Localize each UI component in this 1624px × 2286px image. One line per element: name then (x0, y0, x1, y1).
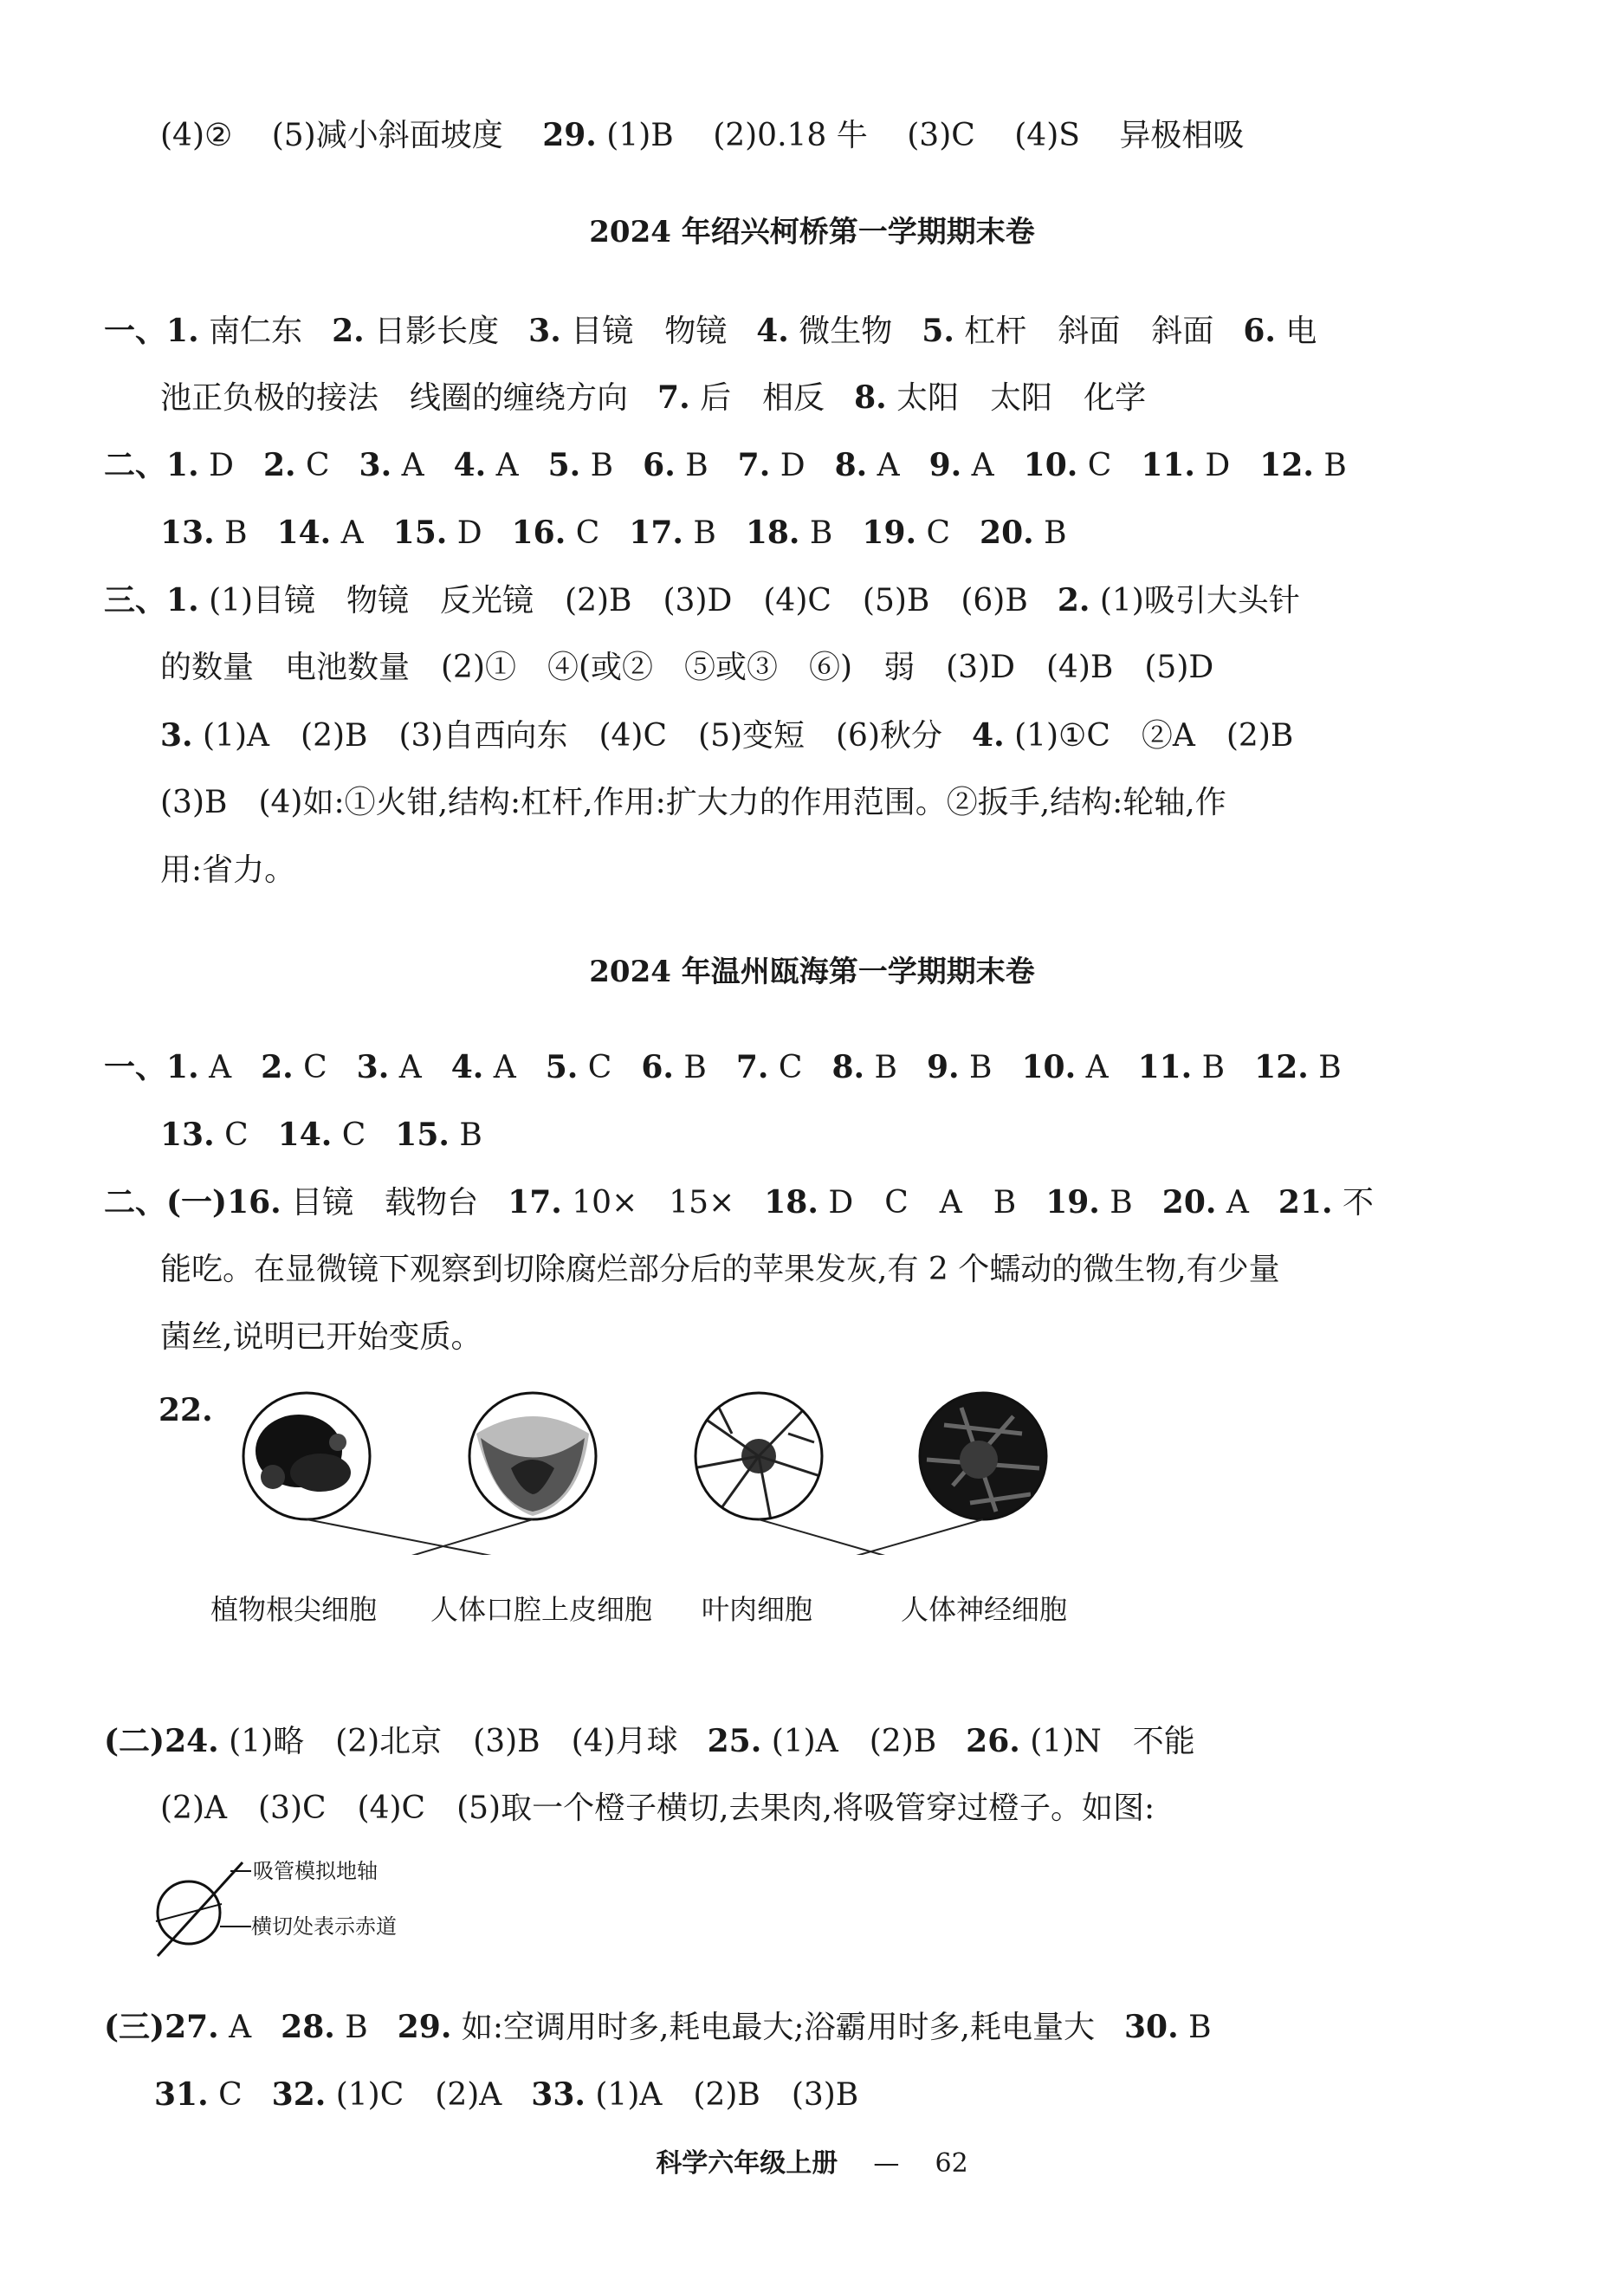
question-number: 5. (547, 447, 581, 483)
question-number: 2. (1057, 582, 1090, 618)
answer-line (160, 511, 1468, 555)
answer-line (160, 1316, 1468, 1359)
leaf-cell-image (693, 1408, 823, 1520)
answer-text: B (1188, 2010, 1212, 2045)
question-number: 4. (453, 447, 487, 483)
caption-cheek-cell: 人体口腔上皮细胞 (430, 1593, 653, 1626)
match-line-3 (759, 1519, 987, 1555)
question-number: 9. (926, 1049, 960, 1085)
answer-text: 太阳 太阳 化学 (896, 380, 1147, 416)
question-number: 20. (980, 515, 1034, 551)
question-number: 24. (165, 1723, 219, 1759)
answer-text: B (224, 515, 248, 551)
question-number: 3. (356, 1049, 390, 1085)
answer-text: B (1323, 448, 1347, 483)
answer-text: 后 相反 (700, 380, 825, 416)
root-tip-cell-image (256, 1415, 351, 1492)
answer-line (104, 579, 1468, 623)
section-title-keqiao: 2024 年绍兴柯桥第一学期期末卷 (589, 215, 1035, 249)
question-number: 10. (1021, 1049, 1077, 1085)
part-marker: 一、 (104, 1049, 167, 1085)
question-number: 16. (511, 515, 566, 551)
answer-text: 微生物 (799, 314, 893, 349)
question-number: 1. (166, 582, 199, 618)
answer-line (104, 1181, 1468, 1225)
answer-text: B (1318, 1050, 1342, 1085)
answer-text: B (693, 515, 716, 551)
answer-text: A (1226, 1185, 1249, 1221)
part-marker: (三) (104, 2009, 165, 2045)
answer-text: C (218, 2077, 243, 2113)
answer-text: (1)略 (2)北京 (3)B (4)月球 (229, 1724, 678, 1759)
question-number: 29. (397, 2009, 452, 2045)
answer-text: D (456, 515, 482, 551)
answer-text: C (224, 1117, 249, 1153)
answer-text: B (683, 1050, 707, 1085)
answer-text: 的数量 电池数量 (2)① ④(或② ⑤或③ ⑥) 弱 (3)D (4)B (5)D (160, 650, 1214, 685)
question-number: 6. (641, 1049, 674, 1085)
question-number: 11. (1141, 447, 1195, 483)
question-number: 13. (160, 515, 215, 551)
answer-text: C (587, 1050, 612, 1085)
answer-text: 不 (1342, 1185, 1374, 1221)
answer-text: (1)A (2)B (3)B (595, 2077, 859, 2113)
question-number: 6. (1243, 313, 1276, 349)
question-number: 12. (1259, 447, 1314, 483)
question-number: 20. (1161, 1184, 1217, 1221)
answer-line (104, 2005, 1468, 2050)
question-number: 18. (745, 515, 800, 551)
page-footer: 科学六年级上册 — 62 (656, 2148, 968, 2179)
answer-text: C (575, 515, 600, 551)
question-number: 33. (531, 2076, 586, 2113)
question-number: 4. (972, 717, 1005, 754)
answer-text: A (209, 1050, 232, 1085)
question-number: 14. (276, 515, 332, 551)
question-number: 18. (764, 1184, 818, 1221)
answer-text: C (341, 1117, 366, 1153)
question-number: 7. (735, 1049, 769, 1085)
answer-text: B (809, 515, 833, 551)
question-number: 8. (831, 1049, 865, 1085)
question-number: 21. (1278, 1184, 1333, 1221)
answer-text: B (969, 1050, 993, 1085)
question-number: 3. (359, 447, 392, 483)
answer-text: A (877, 448, 900, 483)
question-number: 19. (1045, 1184, 1100, 1221)
answer-text: C (305, 448, 330, 483)
question-number: 9. (928, 447, 962, 483)
answer-text: C (1087, 448, 1112, 483)
answer-text: (1)①C ②A (2)B (1014, 718, 1294, 754)
answer-text: B (345, 2010, 368, 2045)
answer-text: (1)A (2)B (3)自西向东 (4)C (5)变短 (6)秋分 (203, 718, 943, 754)
question-number: 5. (922, 313, 954, 349)
answer-text: (3)B (4)如:①火钳,结构:杠杆,作用:扩大力的作用范围。②扳手,结构:轮轴,作 (160, 785, 1226, 820)
question-number: 1. (166, 1049, 199, 1085)
answer-text: B (590, 448, 614, 483)
legend-equator: 横切处表示赤道 (251, 1914, 397, 1939)
answer-text: C (926, 515, 951, 551)
answer-line (160, 646, 1468, 690)
answer-text: (1)目镜 物镜 反光镜 (2)B (3)D (4)C (5)B (6)B (209, 583, 1028, 618)
answer-text: B (1201, 1050, 1226, 1085)
question-number: 8. (854, 379, 887, 416)
answer-text: B (1110, 1185, 1133, 1221)
question-number: 15. (395, 1117, 450, 1153)
question-number: 3. (528, 313, 561, 349)
cell-matching-figure (234, 1382, 1065, 1555)
answer-text: (1)吸引大头针 (1099, 583, 1300, 618)
answer-text: 如:空调用时多,耗电最大;浴霸用时多,耗电量大 (461, 2010, 1095, 2045)
answer-text: B (1044, 515, 1067, 551)
question-number: 30. (1123, 2009, 1179, 2045)
answer-line (160, 1248, 1468, 1292)
answer-text: 用:省力。 (160, 852, 296, 888)
answer-line (160, 1113, 1468, 1157)
part-marker: 一、 (104, 313, 167, 349)
caption-neuron-cell: 人体神经细胞 (901, 1593, 1068, 1626)
question-number: 31. (154, 2076, 209, 2113)
answer-line (154, 2073, 1468, 2117)
answer-line (160, 781, 1468, 825)
answer-text: A (1085, 1050, 1109, 1085)
question-number: 4. (450, 1049, 484, 1085)
section-title-ouhai: 2024 年温州瓯海第一学期期末卷 (589, 955, 1035, 989)
question-number: 16. (227, 1184, 281, 1221)
legend-straw-axis: 吸管模拟地轴 (253, 1859, 378, 1883)
question-number: 26. (966, 1723, 1020, 1759)
answer-text: 目镜 载物台 (291, 1185, 479, 1221)
question-number: 6. (643, 447, 676, 483)
question-number: 17. (508, 1184, 562, 1221)
answer-text: 能吃。在显微镜下观察到切除腐烂部分后的苹果发灰,有 2 个蠕动的微生物,有少量 (160, 1252, 1280, 1287)
question-number: 1. (166, 313, 199, 349)
answer-text: (1)C (2)A (335, 2077, 502, 2113)
question-number: 1. (166, 447, 199, 483)
question-number: 14. (277, 1117, 333, 1153)
answer-text: D C A B (828, 1185, 1017, 1221)
answer-text: (1)N 不能 (1030, 1724, 1195, 1759)
answer-text: 南仁东 (209, 314, 303, 349)
answer-line (160, 849, 1468, 892)
question-number: 27. (165, 2009, 219, 2045)
question-number: 3. (160, 717, 193, 754)
answer-text: (2)A (3)C (4)C (5)取一个橙子横切,去果肉,将吸管穿过橙子。如图: (160, 1791, 1155, 1826)
question-number: 4. (756, 313, 789, 349)
answer-text: A (401, 448, 424, 483)
answer-text: A (398, 1050, 422, 1085)
part-marker: 二、(一) (104, 1184, 228, 1221)
answer-text: B (459, 1117, 482, 1153)
answer-line (104, 1719, 1468, 1764)
question-number: 2. (332, 313, 365, 349)
answer-text: 电 (1285, 314, 1317, 349)
question-number: 10. (1023, 447, 1078, 483)
answer-text: A (229, 2010, 252, 2045)
answer-text: (1)A (2)B (771, 1724, 937, 1759)
answer-text: 菌丝,说明已开始变质。 (160, 1319, 482, 1355)
question-number: 28. (281, 2009, 335, 2045)
answer-line (160, 1787, 1468, 1830)
part-marker: 三、 (104, 582, 167, 618)
question-number: 17. (629, 515, 683, 551)
question-number: 13. (160, 1117, 215, 1153)
question-number: 2. (262, 447, 296, 483)
caption-leaf-cell: 叶肉细胞 (702, 1593, 813, 1626)
answer-text: D (209, 448, 234, 483)
answer-line (160, 714, 1468, 758)
answer-text: C (778, 1050, 803, 1085)
question-number: 7. (657, 379, 690, 416)
answer-line (160, 376, 1468, 420)
question-number: 15. (392, 515, 448, 551)
answer-text: 杠杆 斜面 斜面 (964, 314, 1214, 349)
answer-text: A (493, 1050, 516, 1085)
question-number: 32. (271, 2076, 327, 2113)
caption-root-tip-cell: 植物根尖细胞 (210, 1593, 378, 1626)
question-number: 5. (545, 1049, 579, 1085)
answer-text: 10× 15× (572, 1185, 735, 1221)
part-marker: 二、 (104, 447, 167, 483)
question-number: 11. (1137, 1049, 1193, 1085)
orange-axis-diagram (147, 1854, 269, 1975)
cheek-cell-image (476, 1416, 589, 1516)
match-line-4 (754, 1519, 983, 1555)
answer-text: 日影长度 (374, 314, 500, 349)
answer-line (104, 444, 1468, 488)
answer-text: B (874, 1050, 897, 1085)
q22-number: 22. (159, 1392, 213, 1428)
match-line-2 (314, 1519, 533, 1555)
question-number: 7. (737, 447, 771, 483)
question-number: 8. (834, 447, 868, 483)
answer-text: A (340, 515, 364, 551)
answer-line (104, 1046, 1468, 1090)
answer-text: D (1205, 448, 1231, 483)
question-number: 25. (707, 1723, 762, 1759)
question-number: 19. (862, 515, 917, 551)
answer-text: A (495, 448, 519, 483)
answer-text: B (685, 448, 708, 483)
part-marker: (二) (104, 1723, 165, 1759)
answer-text: 目镜 物镜 (571, 314, 728, 349)
answer-line (104, 309, 1468, 353)
answer-text: 池正负极的接法 线圈的缠绕方向 (160, 380, 629, 416)
question-number: 2. (261, 1049, 294, 1085)
answer-text: C (303, 1050, 327, 1085)
question-number: 12. (1254, 1049, 1309, 1085)
answer-text: A (971, 448, 994, 483)
answer-text: D (780, 448, 806, 483)
top-answer-line: (4)② (5)减小斜面坡度 29. (1)B (2)0.18 牛 (3)C (4)S 异极相吸 (160, 117, 1245, 153)
